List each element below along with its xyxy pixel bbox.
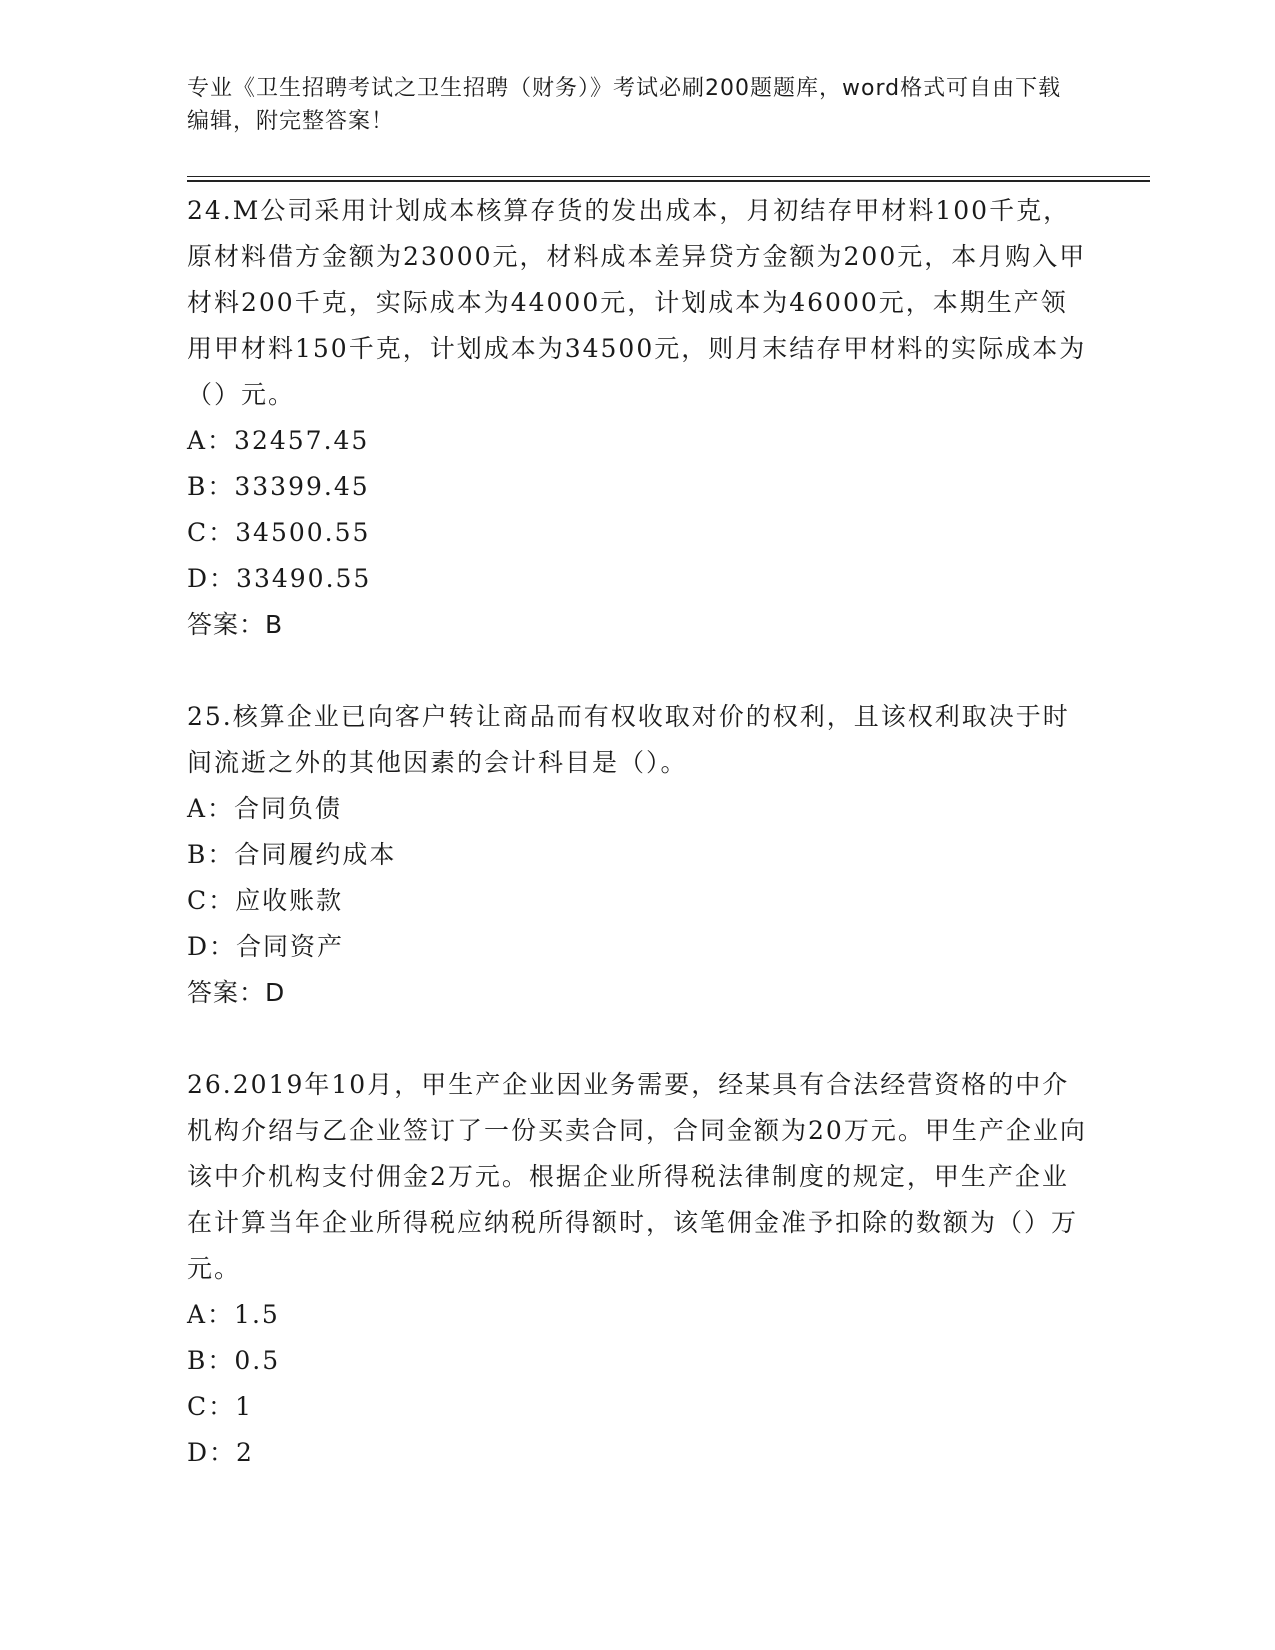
question-stem: 24.M公司采用计划成本核算存货的发出成本，月初结存甲材料100千克，原材料借方金额为23000元，材料成本差异贷方金额为200元，本月购入甲材料200千克，实际成本为44000元，计划成本为46000元，本期生产领用甲材料150千克，计划成本为34500元，则月末结存甲材料的实际成本为（）元。 bbox=[187, 196, 1087, 409]
option-d: D：33490.55 bbox=[187, 564, 372, 593]
question-spacer bbox=[187, 1016, 1087, 1062]
option-b: B：合同履约成本 bbox=[187, 840, 397, 869]
question-24 bbox=[187, 188, 1087, 648]
header-divider-thick bbox=[187, 180, 1150, 182]
question-25 bbox=[187, 694, 1087, 1016]
option-d: D：合同资产 bbox=[187, 932, 345, 961]
question-stem: 25.核算企业已向客户转让商品而有权收取对价的权利，且该权利取决于时间流逝之外的其他因素的会计科目是（）。 bbox=[187, 702, 1070, 777]
option-d: D：2 bbox=[187, 1438, 254, 1467]
answer-label: 答案：B bbox=[187, 610, 284, 639]
option-c: C：应收账款 bbox=[187, 886, 344, 915]
option-c: C：34500.55 bbox=[187, 518, 371, 547]
option-list bbox=[187, 786, 1087, 970]
answer-label: 答案：D bbox=[187, 978, 286, 1007]
header-divider-thin bbox=[187, 176, 1150, 177]
option-a: A：合同负债 bbox=[187, 794, 343, 823]
option-b: B：0.5 bbox=[187, 1346, 281, 1375]
option-c: C：1 bbox=[187, 1392, 254, 1421]
question-stem: 26.2019年10月，甲生产企业因业务需要，经某具有合法经营资格的中介机构介绍与乙企业签订了一份买卖合同，合同金额为20万元。甲生产企业向该中介机构支付佣金2万元。根据企业所得税法律制度的规定，甲生产企业在计算当年企业所得税应纳税所得额时，该笔佣金准予扣除的数额为（）万元。 bbox=[187, 1070, 1087, 1283]
option-b: B：33399.45 bbox=[187, 472, 370, 501]
option-a: A：1.5 bbox=[187, 1300, 280, 1329]
question-26 bbox=[187, 1062, 1087, 1476]
question-spacer bbox=[187, 648, 1087, 694]
option-list bbox=[187, 1292, 1087, 1476]
option-list bbox=[187, 418, 1087, 602]
document-header: 专业《卫生招聘考试之卫生招聘（财务）》考试必刷200题题库，word格式可自由下载编辑，附完整答案！ bbox=[187, 76, 1062, 134]
option-a: A：32457.45 bbox=[187, 426, 370, 455]
question-list bbox=[187, 188, 1087, 1476]
